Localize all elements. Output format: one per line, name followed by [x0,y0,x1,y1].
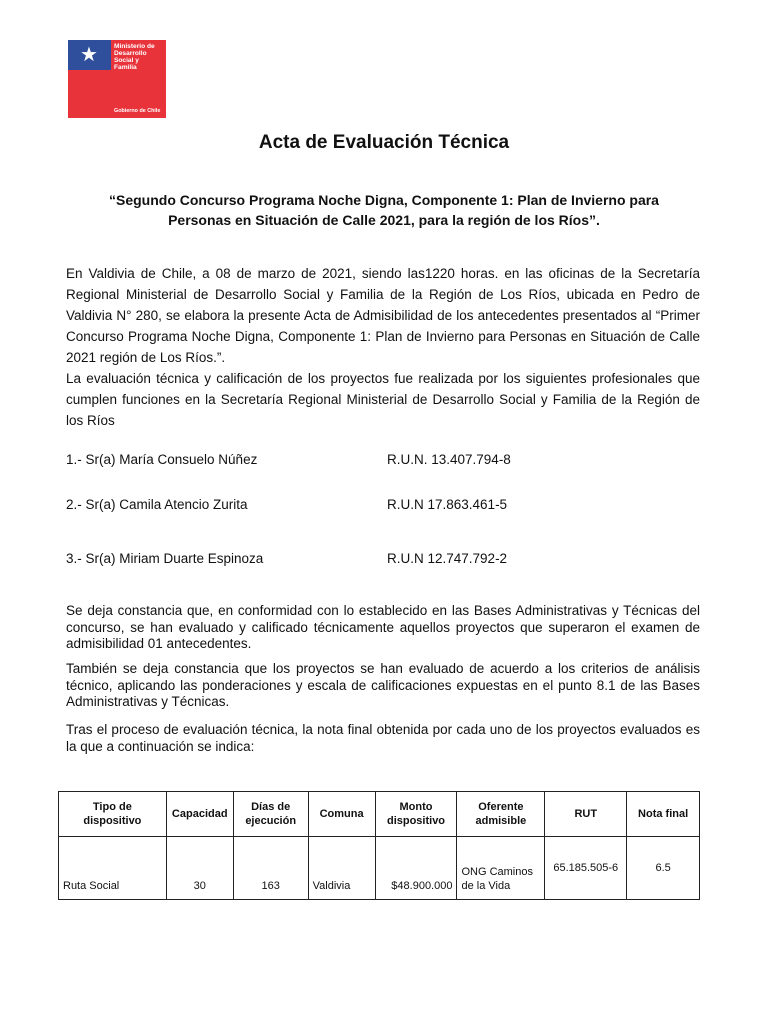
column-header: Capacidad [166,792,233,837]
logo-gov-text: Gobierno de Chile [114,108,161,114]
evaluator-name: 2.- Sr(a) Camila Atencio Zurita [66,497,248,512]
evaluator-name: 1.- Sr(a) María Consuelo Núñez [66,452,258,467]
constancia-paragraph-2: También se deja constancia que los proyectos se han evaluado de acuerdo a los criterios de análisis técnico, aplicando las ponderaciones y escala de calificaciones expuestas en el punto 8.1 de las Bases Administrativas y Técnicas. [66,661,700,709]
column-header: Nota final [627,792,700,837]
star-icon: ★ [80,44,98,66]
cell-dias: 163 [233,837,308,900]
logo-line-1: Ministerio de [114,43,155,50]
table-header-row [59,792,700,837]
ministry-logo [68,40,166,118]
document-subtitle: “Segundo Concurso Programa Noche Digna, Componente 1: Plan de Invierno para Personas en Situación de Calle 2021, para la región de los Ríos”. [109,192,659,228]
column-header: Tipo de dispositivo [59,792,167,837]
evaluator-run: R.U.N 12.747.792-2 [387,551,508,566]
cell-rut: 65.185.505-6 [545,837,627,900]
logo-line-2: Desarrollo [114,50,147,57]
logo-text [114,43,166,71]
cell-capacidad: 30 [166,837,233,900]
document-title: Acta de Evaluación Técnica [258,132,510,153]
logo-line-4: Familia [114,64,137,71]
table-row [59,837,700,900]
evaluation-intro-paragraph: La evaluación técnica y calificación de los proyectos fue realizada por los siguientes profesionales que cumplen funciones en la Secretaría Regional Ministerial de Desarrollo Social y Familia de la Región de los Ríos [66,371,700,428]
evaluator-run: R.U.N 17.863.461-5 [387,497,508,512]
constancia-paragraph-1: Se deja constancia que, en conformidad con lo establecido en las Bases Administrativas y Técnicas del concurso, se han evaluado y calificado técnicamente aquellos proyectos que superaron el examen de admisibilidad 01 antecedentes. [66,603,700,651]
cell-comuna: Valdivia [308,837,375,900]
results-table [58,791,700,900]
column-header: RUT [545,792,627,837]
constancia-paragraph-3: Tras el proceso de evaluación técnica, la nota final obtenida por cada uno de los proyectos evaluados es la que a continuación se indica: [66,722,700,754]
cell-tipo: Ruta Social [59,837,167,900]
evaluator-run: R.U.N. 13.407.794-8 [387,452,511,467]
intro-paragraph: En Valdivia de Chile, a 08 de marzo de 2021, siendo las1220 horas. en las oficinas de la Secretaría Regional Ministerial de Desarrollo Social y Familia de la Región de Los Ríos, ubicada en Pedro de Valdivia N° 280, se elabora la presente Acta de Admisibilidad de los antecedentes presentados al “Primer Concurso Programa Noche Digna, Componente 1: Plan de Invierno para Personas en Situación de Calle 2021 región de Los Ríos.”. [66,266,700,365]
column-header: Días de ejecución [233,792,308,837]
column-header: Comuna [308,792,375,837]
column-header: Monto dispositivo [375,792,457,837]
cell-nota: 6.5 [627,837,700,900]
column-header: Oferente admisible [457,792,545,837]
cell-monto: $48.900.000 [375,837,457,900]
evaluator-name: 3.- Sr(a) Miriam Duarte Espinoza [66,551,264,566]
cell-oferente: ONG Caminos de la Vida [457,837,545,900]
logo-line-3: Social y [114,57,139,64]
logo-red-block [68,70,111,118]
